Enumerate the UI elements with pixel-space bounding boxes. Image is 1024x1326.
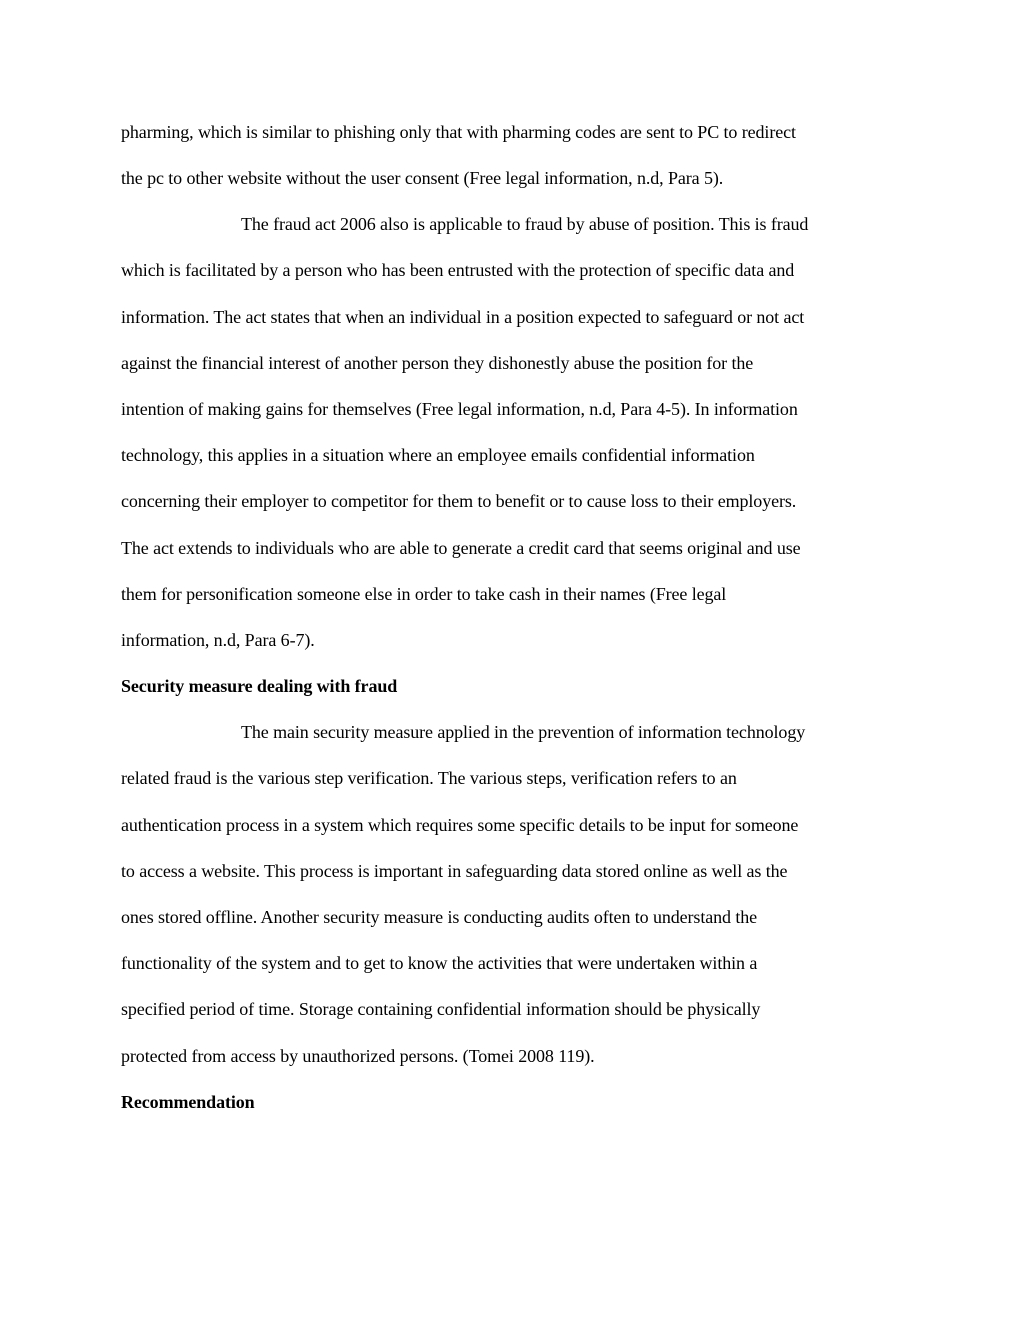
section-heading: Security measure dealing with fraud	[121, 676, 398, 696]
body-text-line: information. The act states that when an individual in a position expected to safeguard or not act	[121, 307, 805, 327]
body-text-line: concerning their employer to competitor for them to benefit or to cause loss to their employers.	[121, 491, 797, 511]
body-text-line: information, n.d, Para 6-7).	[121, 630, 315, 650]
body-text-line: authentication process in a system which requires some specific details to be input for someone	[121, 815, 799, 835]
body-text-line: pharming, which is similar to phishing only that with pharming codes are sent to PC to redirect	[121, 122, 796, 142]
body-text-line: the pc to other website without the user consent (Free legal information, n.d, Para 5).	[121, 168, 724, 188]
body-text-line: against the financial interest of another person they dishonestly abuse the position for the	[121, 353, 754, 373]
body-text-line: The act extends to individuals who are able to generate a credit card that seems original and use	[121, 538, 801, 558]
body-text-line: protected from access by unauthorized persons. (Tomei 2008 119).	[121, 1046, 595, 1066]
body-text-line: related fraud is the various step verification. The various steps, verification refers to an	[121, 768, 737, 788]
paragraph-first-line: The fraud act 2006 also is applicable to fraud by abuse of position. This is fraud	[241, 214, 809, 234]
body-text-line: functionality of the system and to get to know the activities that were undertaken within a	[121, 953, 758, 973]
body-text-line: specified period of time. Storage containing confidential information should be physically	[121, 999, 761, 1019]
body-text-line: to access a website. This process is important in safeguarding data stored online as well as the	[121, 861, 788, 881]
section-heading: Recommendation	[121, 1092, 255, 1112]
body-text-line: them for personification someone else in order to take cash in their names (Free legal	[121, 584, 727, 604]
paragraph-first-line: The main security measure applied in the prevention of information technology	[241, 722, 806, 742]
body-text-line: ones stored offline. Another security measure is conducting audits often to understand the	[121, 907, 758, 927]
body-text-line: technology, this applies in a situation where an employee emails confidential information	[121, 445, 755, 465]
body-text-line: which is facilitated by a person who has been entrusted with the protection of specific data and	[121, 260, 795, 280]
body-text-line: intention of making gains for themselves (Free legal information, n.d, Para 4-5). In information	[121, 399, 798, 419]
